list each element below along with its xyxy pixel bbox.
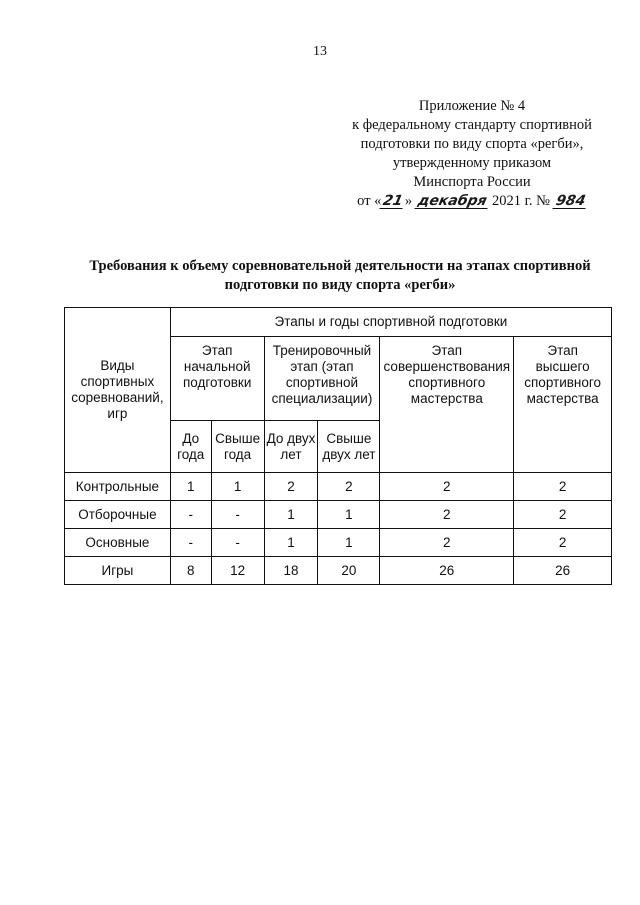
row-label: Контрольные: [65, 473, 171, 501]
table-cell: -: [170, 501, 211, 529]
header-stages: Этапы и годы спортивной подготовки: [170, 308, 611, 337]
table-cell: -: [211, 529, 264, 557]
table-cell: 1: [211, 473, 264, 501]
order-date-line: [332, 192, 612, 211]
appendix-line-5: Минспорта России: [413, 174, 531, 190]
table-cell: 1: [318, 501, 380, 529]
table-cell: 1: [170, 473, 211, 501]
table-cell: 2: [264, 473, 318, 501]
document-title: [40, 257, 640, 295]
header-stage-higher: Этап высшего спортивного мастерства: [514, 337, 612, 473]
header-stage-improvement: Этап совершенствования спортивного мастерства: [380, 337, 514, 473]
table-cell: 2: [514, 501, 612, 529]
requirements-table: [64, 307, 612, 585]
table-cell: 1: [264, 529, 318, 557]
table-cell: 20: [318, 557, 380, 585]
subheader-initial-over-year: Свыше года: [211, 421, 264, 473]
table-row: [65, 501, 612, 529]
appendix-line-4: утвержденному приказом: [392, 155, 552, 171]
handwritten-day: 21: [381, 193, 405, 209]
appendix-line-3: подготовки по виду спорта «регби»,: [360, 136, 584, 152]
subheader-training-over-two-years: Свыше двух лет: [318, 421, 380, 473]
header-stage-initial: Этап начальной подготовки: [170, 337, 264, 421]
table-cell: 12: [211, 557, 264, 585]
table-row: [65, 529, 612, 557]
appendix-line-2: к федеральному стандарту спортивной: [352, 117, 592, 133]
table-cell: 8: [170, 557, 211, 585]
order-year: 2021 г. №: [491, 193, 550, 209]
table-cell: 2: [514, 529, 612, 557]
table-cell: 1: [318, 529, 380, 557]
subheader-initial-up-to-year: До года: [170, 421, 211, 473]
table-cell: 2: [380, 473, 514, 501]
header-stage-training: Тренировочный этап (этап спортивной специализации): [264, 337, 380, 421]
table-cell: -: [170, 529, 211, 557]
header-competition-types: Виды спортивных соревнований, игр: [65, 308, 171, 473]
table-row: [65, 557, 612, 585]
table-cell: 26: [514, 557, 612, 585]
page-number: 13: [313, 44, 327, 59]
table-cell: 2: [380, 501, 514, 529]
handwritten-order-number: 984: [554, 193, 587, 209]
date-prefix: от «: [357, 193, 382, 209]
date-mid: »: [404, 193, 413, 209]
table-cell: 26: [380, 557, 514, 585]
table-cell: 2: [514, 473, 612, 501]
appendix-line-1: Приложение № 4: [418, 98, 526, 114]
appendix-block: [332, 97, 612, 211]
handwritten-month: декабря: [416, 193, 489, 209]
row-label: Игры: [65, 557, 171, 585]
title-line-1: Требования к объему соревновательной деятельности на этапах спортивной: [89, 258, 591, 274]
subheader-training-up-to-two-years: До двух лет: [264, 421, 318, 473]
table-cell: 2: [380, 529, 514, 557]
table-cell: 18: [264, 557, 318, 585]
table-row: [65, 473, 612, 501]
row-label: Отборочные: [65, 501, 171, 529]
row-label: Основные: [65, 529, 171, 557]
title-line-2: подготовки по виду спорта «регби»: [224, 277, 456, 293]
table-cell: 1: [264, 501, 318, 529]
table-cell: 2: [318, 473, 380, 501]
table-cell: -: [211, 501, 264, 529]
